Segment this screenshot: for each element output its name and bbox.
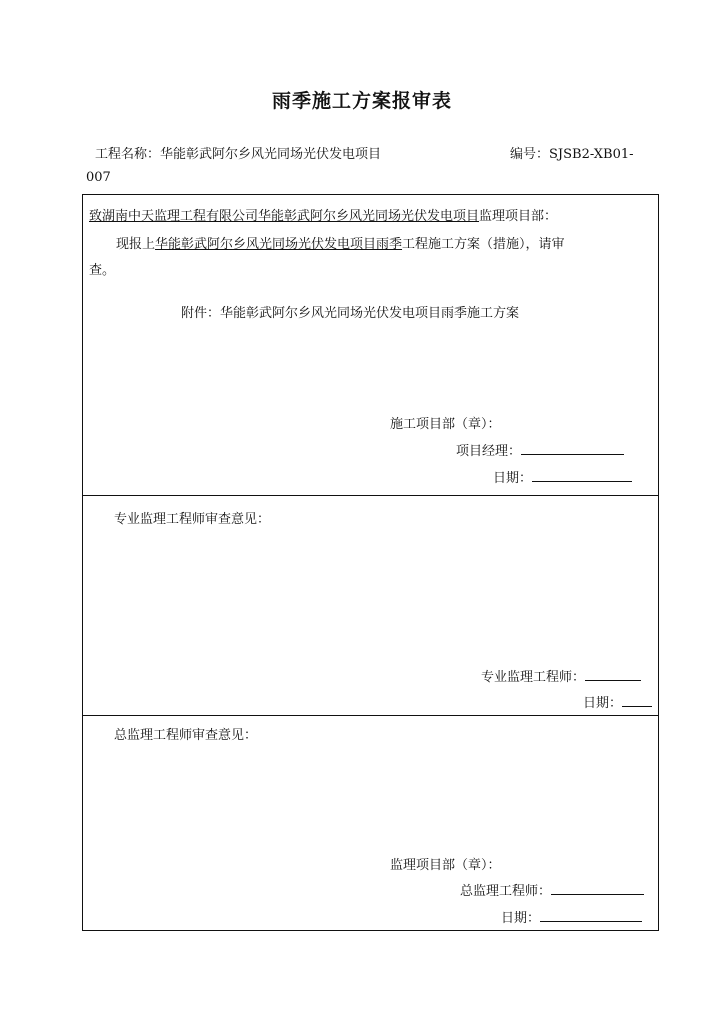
specialist-date-field[interactable] [622, 694, 652, 707]
submission-date-field[interactable] [532, 469, 632, 482]
project-name-value: 华能彰武阿尔乡风光同场光伏发电项目 [160, 147, 382, 162]
submission-date-line [493, 467, 632, 486]
form-number-tail: 007 [86, 170, 111, 185]
specialist-engineer-label: 专业监理工程师： [481, 670, 586, 685]
chief-engineer-signature-field[interactable] [551, 882, 644, 895]
submission-prefix: 现报上 [116, 237, 156, 252]
specialist-engineer-line [481, 666, 641, 685]
chief-review-section [83, 716, 658, 930]
specialist-engineer-signature-field[interactable] [585, 668, 641, 681]
addressee-suffix: 监理项目部： [479, 209, 558, 224]
form-number-label: 编号： [510, 147, 550, 162]
submission-section [83, 195, 658, 496]
attachment-line: 附件：华能彰武阿尔乡风光同场光伏发电项目雨季施工方案 [181, 306, 520, 321]
specialist-review-section [83, 496, 658, 716]
submission-date-label: 日期： [493, 471, 533, 486]
project-name-label: 工程名称： [95, 147, 161, 162]
submission-line [116, 233, 565, 252]
specialist-date-line [583, 692, 652, 711]
specialist-date-label: 日期： [583, 696, 623, 711]
construction-dept-label: 施工项目部（章）： [390, 417, 501, 432]
chief-date-label: 日期： [501, 911, 541, 926]
project-manager-signature-field[interactable] [521, 442, 624, 455]
addressee: 致湖南中天监理工程有限公司华能彰武阿尔乡风光同场光伏发电项目 [89, 209, 480, 224]
chief-engineer-line [460, 880, 644, 899]
chief-date-field[interactable] [540, 909, 642, 922]
project-name-line [95, 143, 381, 162]
submission-line-end: 查。 [89, 263, 116, 278]
project-manager-line [456, 440, 624, 459]
submission-project: 华能彰武阿尔乡风光同场光伏发电项目雨季 [155, 237, 403, 252]
form-number-line [510, 143, 634, 162]
form-title: 雨季施工方案报审表 [271, 90, 452, 112]
chief-opinion-label: 总监理工程师审查意见： [114, 728, 258, 743]
supervision-dept-label: 监理项目部（章）： [390, 858, 501, 873]
project-manager-label: 项目经理： [456, 444, 522, 459]
approval-form-table [82, 194, 659, 931]
form-number-value: SJSB2-XB01- [549, 147, 634, 162]
chief-date-line [501, 907, 642, 926]
addressee-line [89, 205, 557, 224]
submission-suffix: 工程施工方案（措施），请审 [402, 237, 565, 252]
specialist-opinion-label: 专业监理工程师审查意见： [114, 512, 271, 527]
chief-engineer-label: 总监理工程师： [460, 884, 552, 899]
